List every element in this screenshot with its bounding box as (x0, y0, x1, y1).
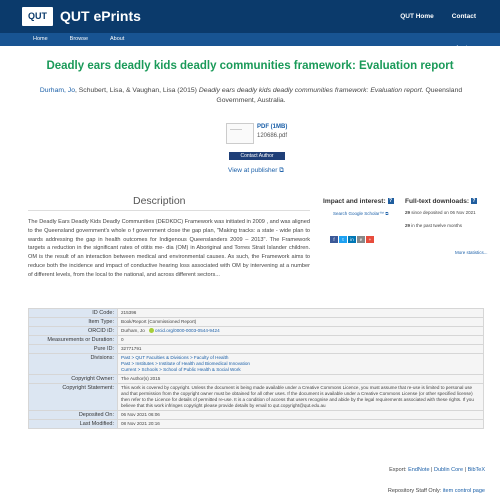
nav-home[interactable]: Home (33, 36, 48, 42)
table-row (29, 411, 484, 420)
author-link[interactable]: Durham, Jo (39, 87, 75, 94)
downloads-since-deposit (405, 210, 485, 216)
meta-key: Item Type: (29, 318, 118, 327)
share-buttons (330, 236, 374, 243)
table-row (29, 309, 484, 318)
meta-key: ORCID iD: (29, 327, 118, 336)
export-dublin-core-link[interactable]: Dublin Core (434, 467, 464, 473)
nav-about[interactable]: About (110, 36, 125, 42)
description-heading: Description (133, 195, 186, 207)
downloads-heading (405, 198, 477, 205)
staff-label: Repository Staff Only: (387, 488, 442, 494)
pdf-filename: 120686.pdf (257, 133, 288, 139)
help-icon[interactable]: ? (472, 198, 476, 205)
contact-link[interactable]: Contact (451, 13, 476, 20)
division-link[interactable]: Past > Institutes > Institute of Health and Biomedical Innovation (121, 361, 250, 366)
impact-heading-label: Impact and interest: (323, 198, 386, 205)
top-links (400, 13, 476, 20)
downloads-heading-label: Full-text downloads: (405, 198, 470, 205)
citation-authors: , Schubert, Lisa, & Vaughan, Lisa (2015) (75, 87, 197, 94)
external-link-icon: ⧉ (279, 167, 284, 174)
meta-value: 0 (118, 336, 484, 345)
table-row (29, 420, 484, 429)
nav-login[interactable]: Login (456, 45, 470, 51)
table-row (29, 354, 484, 375)
meta-key: Last Modified: (29, 420, 118, 429)
share-more-icon[interactable]: + (366, 236, 374, 243)
meta-key: Deposited On: (29, 411, 118, 420)
meta-key: Pure ID: (29, 345, 118, 354)
contact-author-button[interactable]: Contact Author (229, 152, 285, 160)
download-count: 29 (405, 223, 411, 228)
downloads-past-year (405, 223, 485, 229)
pdf-download-link[interactable]: PDF (1MB) (257, 124, 288, 130)
item-control-page-link[interactable]: item control page (442, 488, 485, 494)
table-row (29, 375, 484, 384)
meta-value (118, 354, 484, 375)
export-label: Export: (389, 467, 407, 473)
download-count: 29 (405, 210, 411, 215)
meta-value: 32771791 (118, 345, 484, 354)
meta-value: Book/Report (Commissioned Report) (118, 318, 484, 327)
meta-key: Copyright Owner: (29, 375, 118, 384)
export-bibtex-link[interactable]: BibTeX (467, 467, 485, 473)
meta-value: 08 Nov 2021 20:16 (118, 420, 484, 429)
description-divider (28, 210, 310, 211)
meta-value: This work is covered by copyright. Unless the document is being made available under a Creative Commons Licence, you must assume that re-use is limited to personal use and that permission from the copyright owner must be obtained for all other uses. If the document is available under a Creative Commons License (or other specified license) then refer to the Licence for details of permitted re-use. It is a condition of access that users recognise and abide by the legal requirements associated with these rights. If you believe that this work infringes copyright please provide details by email to qut.copyright@qut.edu.au (118, 384, 484, 411)
view-at-publisher-link[interactable] (228, 167, 284, 175)
app-title[interactable]: QUT ePrints (60, 8, 141, 24)
download-label: in the past twelve months (411, 223, 463, 228)
orcid-link[interactable]: orcid.org/0000-0003-0544-9424 (155, 328, 220, 333)
qut-logo[interactable]: QUT (22, 7, 53, 26)
citation-title: Deadly ears deadly kids deadly communities framework: Evaluation report. (198, 87, 424, 94)
table-row (29, 336, 484, 345)
record-title: Deadly ears deadly kids deadly communities framework: Evaluation report (46, 60, 454, 72)
impact-heading (323, 198, 394, 205)
table-row (29, 327, 484, 336)
metadata-table (28, 308, 484, 429)
table-row (29, 384, 484, 411)
meta-key: ID Code: (29, 309, 118, 318)
meta-value: The Author(s) 2015 (118, 375, 484, 384)
meta-key: Copyright Statement: (29, 384, 118, 411)
google-scholar-link[interactable] (333, 211, 389, 216)
meta-value: 06 Nov 2021 06:06 (118, 411, 484, 420)
citation-publisher: Queensland Government, Australia. (216, 87, 463, 104)
description-text: The Deadly Ears Deadly Kids Deadly Communities (DEDKDC) Framework was initiated in 2009 , and was aligned to the Queensland government's whole o f government close the gap plan, "Making tracks: a state - wide plan to wards addressing the gap in health outcomes for Indigenous Queenslanders 2009 – 2013". The Framework targets a reduction in the significant rates of otitis me- dia (OM) in Aboriginal and Torres Strait Islander children. OM is the result of an interaction between medical and environmental causes. As such, the Framework aims to reduce both the incidence and impact of conductive hearing loss associated with OM by intervening at a number of different levels, from the local to the national, and across different sectors... (28, 219, 310, 278)
table-row (29, 345, 484, 354)
more-statistics-link[interactable]: More statistics... (455, 250, 488, 255)
division-link[interactable]: Past > QUT Faculties & Divisions > Faculty of Health (121, 355, 229, 360)
meta-value: 215396 (118, 309, 484, 318)
orcid-icon (149, 328, 154, 333)
qut-home-link[interactable]: QUT Home (400, 13, 434, 20)
google-scholar-label: Search Google Scholar™ (333, 211, 385, 216)
top-header (0, 0, 500, 33)
linkedin-icon[interactable]: in (348, 236, 356, 243)
download-label: since deposited on 06 Nov 2021 (411, 210, 476, 215)
division-link[interactable]: Current > Schools > School of Public Health & Social Work (121, 367, 241, 372)
table-row (29, 318, 484, 327)
main-nav (0, 33, 500, 51)
orcid-author: Durham, Jo (121, 328, 145, 333)
citation (28, 86, 474, 106)
external-link-icon: ⧉ (385, 211, 389, 216)
export-links: Export: EndNote | Dublin Core | BibTeX (389, 467, 485, 473)
help-icon[interactable]: ? (388, 198, 393, 205)
meta-key: Divisions: (29, 354, 118, 375)
email-icon[interactable]: e (357, 236, 365, 243)
facebook-icon[interactable]: f (330, 236, 338, 243)
meta-key: Measurements or Duration: (29, 336, 118, 345)
meta-value (118, 327, 484, 336)
view-at-publisher-label: View at publisher (228, 167, 278, 174)
pdf-thumbnail[interactable] (226, 123, 254, 144)
nav-browse[interactable]: Browse (69, 36, 89, 42)
twitter-icon[interactable]: t (339, 236, 347, 243)
staff-links (388, 488, 485, 494)
export-endnote-link[interactable]: EndNote (408, 467, 430, 473)
